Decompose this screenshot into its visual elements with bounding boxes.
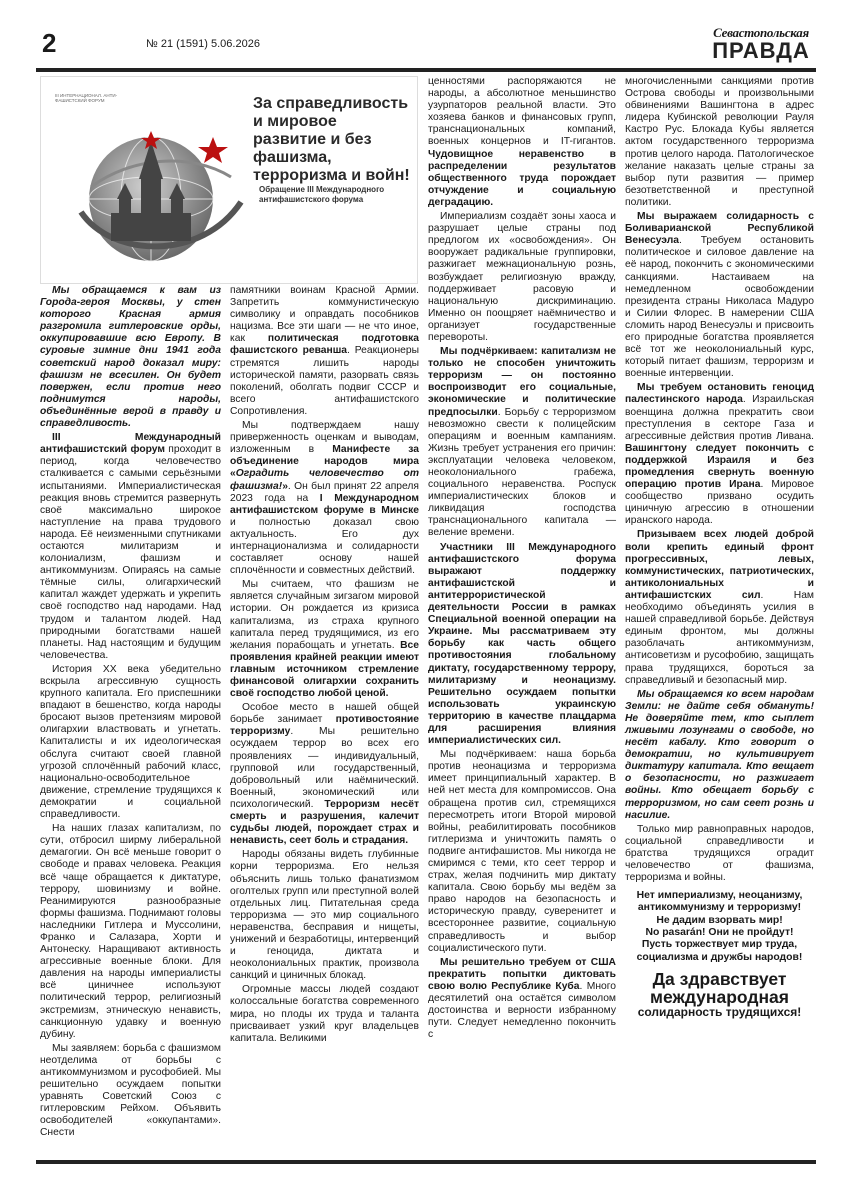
- article-column-1: [40, 285, 221, 1142]
- article-paragraph: [230, 579, 419, 700]
- globe-kremlin-emblem-icon: [71, 117, 246, 272]
- article-paragraph: [625, 689, 814, 822]
- text-run: Особое место в нашей общей борьбе занимает: [230, 702, 419, 726]
- text-run: . Он был принят 22 апреля 2023 года на: [230, 480, 419, 504]
- article-paragraph: [625, 382, 814, 527]
- text-run: политическая подготовка фашистского реванша: [230, 333, 419, 357]
- text-run: Мы подчёркиваем: наша борьба против неонацизма и терроризма имеет принципиальный характер. В ней нет места для компромиссов. Она обращена против сил, стремящихся пересмотреть итоги Второй мировой войны, реабилитировать пособников гитлеризма и уничтожить память о подвиге антифашистов. Мы никогда не смиримся с теми, кто сеет террор и страх, желая подчинить мир диктату капитала. Свою борьбу мы ведём за право народов на безопасность и историческую правду, суверенитет и всестороннее развитие, социальную справедливость и выбор социалистического пути.: [428, 749, 616, 954]
- article-paragraph: [230, 849, 419, 982]
- text-run: . Реакционеры стремятся лишить народы исторической памяти, разорвать связь поколений, оболгать подвиг СССР и всего антифашистского Сопротивления.: [230, 345, 419, 417]
- text-run: . Борьбу с терроризмом невозможно свести к полицейским операциям и военным кампаниям. Жизнь требует устранения его причин: эксплуатации человека человеком, неоколониального грабежа, социального неравенства. Роспуск империалистических блоков и ликвидация господства транснационального капитала — веление времени.: [428, 406, 616, 539]
- text-run: Манифесте за объединение народов мира «: [230, 444, 419, 480]
- text-run: Только мир равноправных народов, социальной справедливости и братства трудящихся оградит человечество от фашизма, терроризма и войны.: [625, 823, 814, 884]
- text-run: Народы обязаны видеть глубинные корни терроризма. Его нельзя объяснить лишь только фанатизмом оголтелых групп или преступной волей отдельных лиц. Питательная среда терроризма — это мир социального неравенства, бесправия и нищеты, унижений и безработицы, интервенций и геноцида, диктата и неоколониальных практик, произвола санкций и циничных блокад.: [230, 849, 419, 982]
- text-run: памятники воинам Красной Армии. Запретить коммунистическую символику и оправдать пособников нацизма. Все эти шаги — не что иное, как: [230, 285, 419, 345]
- text-run: Мы подтверждаем нашу приверженность оценкам и выводам, изложенным в: [230, 420, 419, 456]
- text-run: Терроризм несёт смерть и разрушения, калечит судьбы людей, порождает страх и ненависть, сеет боль и страдания.: [230, 798, 420, 847]
- text-run: ценностями распоряжаются не народы, а абсолютное меньшинство узурпаторов реальной власти. Это хозяева банков и финансовых групп, транснациональных компаний, военных концернов и IT-гигантов.: [428, 76, 616, 148]
- article-paragraph: [428, 542, 616, 748]
- text-run: Мы выражаем солидарность с Боливарианской Республикой Венесуэла: [625, 211, 814, 247]
- top-rule: [36, 68, 816, 72]
- closing-slogans: [625, 890, 814, 964]
- text-run: . Нам необходимо объединять усилия в нашей справедливой борьбе. Действуя единым фронтом, мы должны разоблачать антикоммунизм, антисоветизм и русофобию, защищать права трудящихся, бороться за справедливый и безопасный мир.: [625, 589, 814, 686]
- slogan-line: No pasarán! Они не пройдут!: [645, 927, 794, 939]
- article-paragraph: [230, 420, 419, 577]
- issue-info: № 21 (1591) 5.06.2026: [146, 38, 260, 50]
- article-paragraph: [428, 346, 616, 540]
- banner-subtitle: Обращение III Международного антифашистского форума: [259, 185, 385, 204]
- text-run: Все проявления крайней реакции имеют главным источником стремление финансовой олигархии сохранить своё господство любой ценой.: [230, 639, 419, 700]
- final-slogan-line1: Да здравствует международная: [650, 968, 789, 1007]
- text-run: Участники III Международного антифашистского форума выражают поддержку антифашистской и антитеррористической деятельности России в рамках Специальной военной операции на Украине. Мы рассматриваем эту борьбу как часть общего противостояния глобальному диктату, государственному террору, милитаризму и неонацизму. Решительно осуждаем попытки использовать украинскую территорию в качестве плацдарма для расширения влияния империалистических сил.: [428, 541, 616, 747]
- article-paragraph: [428, 76, 616, 209]
- article-paragraph: [230, 702, 419, 847]
- masthead-main: ПРАВДА: [712, 38, 810, 63]
- text-run: История XX века убедительно вскрыла агрессивную сущность крупного капитала. Его приспешники впадают в бешенство, когда народы бросают вызов претензиям мировой олигархии властвовать и угнетать. Капиталисты и их идеологическая обслуга считают своей главной угрозой сплочённый рабочий класс, национально-освободительное движение, стремление трудящихся к демократии и социальной справедливости.: [40, 663, 221, 821]
- banner-title: За справедливость и мировое развитие и без фашизма, терроризма и войн!: [253, 95, 410, 184]
- text-run: Чудовищное неравенство в распределении результатов общественного труда порождает отчуждение и социальную деградацию.: [428, 148, 616, 208]
- text-run: I Международном антифашистском форуме в Минске: [230, 492, 419, 516]
- article-paragraph: [625, 211, 814, 380]
- article-column-3: [428, 76, 616, 1043]
- text-run: противостояние терроризму: [230, 714, 419, 738]
- article-column-4: [625, 76, 814, 1019]
- text-run: Вашингтону следует покончить с поддержкой Израиля и без промедления свернуть военную операцию против Ирана: [625, 442, 814, 491]
- text-run: Огромные массы людей создают колоссальные богатства современного мира, но плоды их труда и таланта присваивает узкий круг владельцев капитала. Великими: [230, 984, 419, 1044]
- text-run: . Мы решительно осуждаем террор во всех его проявлениях — индивидуальный, групповой или государственный, добровольный или наёмнический. Военный, экономический или психологический.: [230, 726, 419, 810]
- text-run: проходит в период, когда человечество сталкивается с самыми серьёзными испытаниями. Империалистическая реакция вновь стремится развернуть своё максимально широкое наступление на права трудового народа. Её неизменными спутниками остаются милитаризм и колониализм, фашизм и антикоммунизм. Опираясь на самые тёмные силы, олигархический капитал жаждет удержать и укрепить своё господство над народами. Над трудом и талантом людей. Над природными богатствами нашей планеты. Над настоящим и будущим человечества.: [40, 444, 221, 661]
- article-paragraph: [625, 76, 814, 209]
- text-run: и полностью доказал свою актуальность. Его дух интернационализма и солидарности составляет основу нашей сплочённости и совместных действий.: [230, 516, 419, 577]
- article-paragraph: [428, 749, 616, 955]
- forum-banner: [40, 76, 418, 284]
- masthead-logo: [706, 26, 816, 66]
- text-run: . Требуем остановить политическое и силовое давление на её народ, покончить с экономическими санкциями. Настаиваем на немедленном освобождении президента страны Николаса Мадуро и Силии Флорес. В намерении США сломить народ Венесуэлы и присвоить его природные богатства проявляется всё тот же неоколониальный курс, который питает фашизм, терроризм и военные интервенции.: [625, 235, 814, 380]
- article-paragraph: [230, 984, 419, 1044]
- final-slogan-line2: солидарность трудящихся!: [637, 1004, 802, 1019]
- text-run: Империализм создаёт зоны хаоса и разрушает целые страны под предлогом их «освобождения». Он вооружает радикальные группировки, разжигает межнациональную рознь, возбуждает религиозную вражду, поддерживает расовую и национальную дискриминацию. Именно он поощряет наёмничество и организует государственные перевороты.: [428, 211, 616, 343]
- article-paragraph: [625, 529, 814, 686]
- article-paragraph: [40, 1043, 221, 1140]
- page-header: [36, 26, 816, 66]
- page-number: 2: [42, 28, 57, 58]
- text-run: Призываем всех людей доброй воли крепить единый фронт прогрессивных, левых, коммунистических, патриотических, антиколониальных и антифашистских сил: [625, 529, 814, 601]
- text-run: Мы подчёркиваем: капитализм не только не способен уничтожить терроризм — он постоянно воспроизводит его социальные, экономические и политические предпосылки: [428, 346, 616, 418]
- column-4-body: [625, 76, 814, 884]
- forum-tag: III ИНТЕРНАЦИОНАЛ. АНТИ-ФАШИСТСКИЙ ФОРУМ: [55, 93, 118, 103]
- article-paragraph: [428, 211, 616, 344]
- text-run: Мы заявляем: борьба с фашизмом неотделима от борьбы с антикоммунизмом и русофобией. Мы решительно осуждаем попытки уравнять Советский Союз с гитлеровским Рейхом. Объявить освободителей «оккупантами». Снести: [40, 1042, 221, 1139]
- article-paragraph: [428, 957, 616, 1042]
- text-run: Мы считаем, что фашизм не является случайным зигзагом мировой истории. Он рождается из кризиса капитализма, из страха крупного капитала перед трудящимися, из его желания порабощать и угнетать.: [230, 579, 419, 651]
- article-column-2: [230, 285, 419, 1047]
- slogan-line: Не дадим взорвать мир!: [656, 914, 783, 926]
- text-run: . Много десятилетий она остаётся символом достоинства и верности избранному пути. Следует немедленно покончить с: [428, 980, 616, 1041]
- article-paragraph: [40, 664, 221, 821]
- masthead-top: Севастопольская: [713, 25, 809, 40]
- text-run: Оградить человечество от фашизма!: [230, 468, 419, 492]
- text-run: многочисленными санкциями против Острова свободы и произвольными обвинениями Вашингтона в адрес лидера Кубинской революции Рауля Кастро Рус. Блокада Кубы является актом государственного терроризма против целого народа. Патологическое желание наказать целые страны за выбор пути развития — пример безответственной и преступной политики.: [625, 76, 814, 208]
- text-run: . Израильская военщина должна прекратить свои преступления в секторе Газа и агрессивные действия против Ливана.: [625, 394, 814, 442]
- article-paragraph: [625, 824, 814, 884]
- article-paragraph: [40, 432, 221, 662]
- text-run: Мы обращаемся к вам из Города-героя Москвы, у стен которого Красная армия разгромила гитлеровские орды, оккупировавшие всю Европу. В суровые зимние дни 1941 года советский народ доказал миру: фашизм не всесилен. Он будет повержен, если против него поднимутся народы, объединённые верой в правду и справедливость.: [40, 285, 221, 430]
- text-run: На наших глазах капитализм, по сути, отбросил ширму либеральной демагогии. Он всё меньше говорит о свободе и правах человека. Реакция всё чаще обращается к диктатуре, террору, шовинизму и войне. Реанимируются разнообразные формы фашизма. Поднимают головы наследники Гитлера и Муссолини, Франко и Салазара, Хорти и Антонеску. Наращивают активность агрессивные военные блоки. Для давления на народы империалисты всё циничнее используют политический террор, религиозный экстремизм, этническую ненависть, санкционную удавку и военную дубину.: [40, 823, 221, 1040]
- article-paragraph: [40, 823, 221, 1041]
- text-run: III Международный антифашистский форум: [40, 432, 221, 456]
- text-run: . Мировое сообщество призвано осудить циничную агрессию в отношении иранского народа.: [625, 479, 814, 527]
- article-paragraph: [230, 285, 419, 418]
- slogan-line: Нет империализму, неоцанизму, антикоммунизму и терроризму!: [636, 890, 803, 914]
- slogan-line: Пусть торжествует мир труда, социализма и дружбы народов!: [636, 939, 803, 963]
- bottom-rule: [36, 1160, 816, 1164]
- text-run: Мы требуем остановить геноцид палестинского народа: [625, 382, 814, 406]
- text-run: Мы обращаемся ко всем народам Земли: не дайте себя обмануть! Не доверяйте тем, кто сыплет лживыми лозунгами о свободе, но несёт кабалу. Кто говорит о демократии, но культивирует диктатуру капитала. Кто вещает о безопасности, но разжигает войны. Кто обещает борьбу с терроризмом, но сам сеет рознь и насилие.: [625, 688, 814, 821]
- text-run: Мы решительно требуем от США прекратить попытки диктовать свою волю Республике Куба: [428, 956, 616, 992]
- text-run: »: [282, 480, 288, 492]
- article-paragraph: [40, 285, 221, 430]
